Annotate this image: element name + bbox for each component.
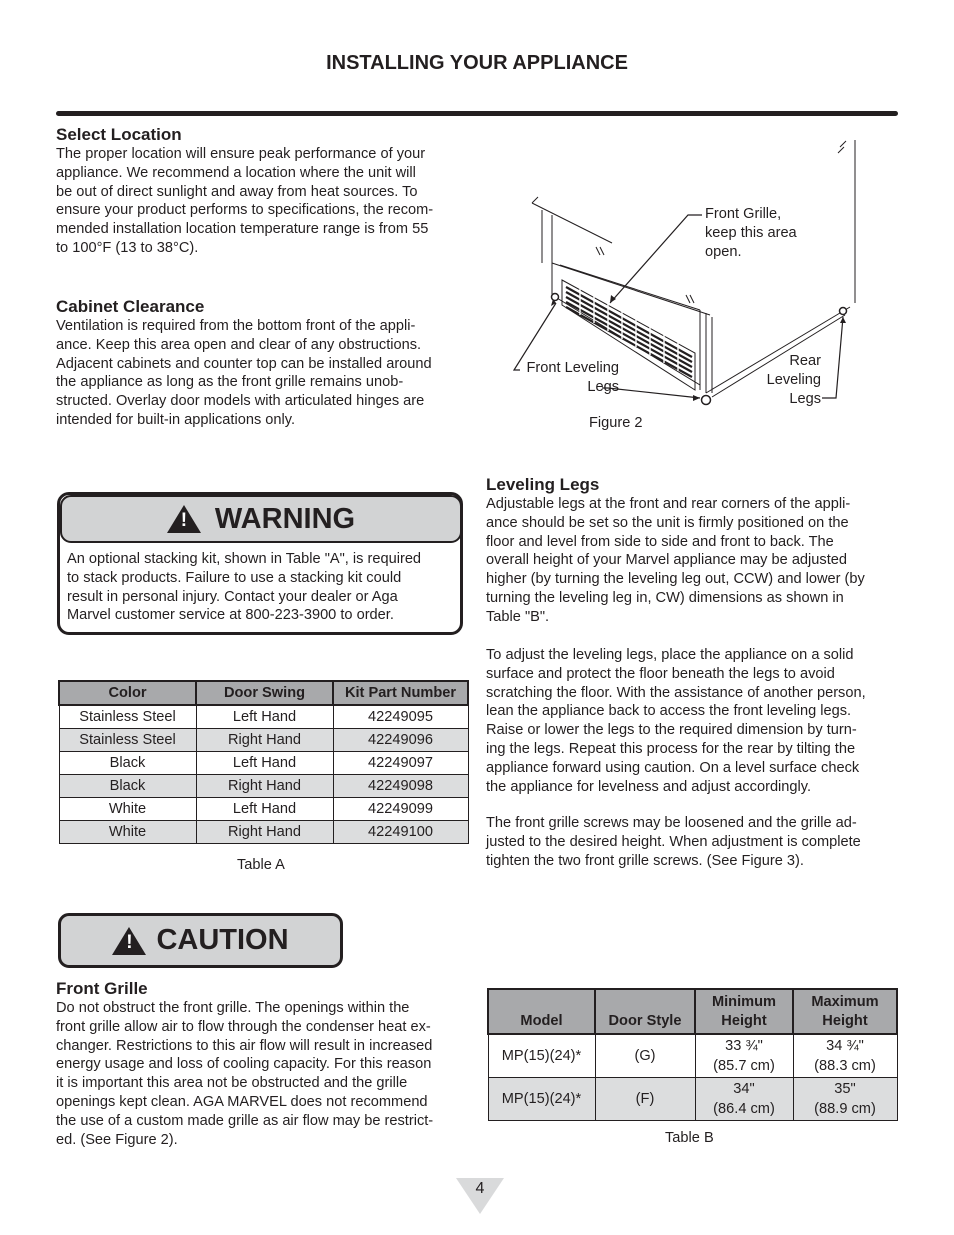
- table-a: [58, 680, 469, 844]
- table-cell: Left Hand: [196, 752, 333, 775]
- leveling-legs-text-3: The front grille screws may be loosened and the grille ad- justed to the desired height. When adjustment is complete tighten the two front grille screws. (See Figure 3).: [486, 815, 861, 869]
- figure-2-caption: Figure 2: [589, 415, 643, 431]
- table-row: [59, 729, 468, 752]
- warning-title: WARNING: [214, 502, 356, 535]
- leveling-legs-text-1: Adjustable legs at the front and rear corners of the appli- ance should be set so the unit is firmly positioned on the floor and level from side to side and front to back. The overall height of your Marvel appliance may be adjusted higher (by turning the leveling leg out, CCW) and lower (by turning the leveling leg in, CW) dimensions as shown in Table "B".: [486, 496, 865, 625]
- table-cell: Right Hand: [196, 821, 333, 844]
- warning-text: An optional stacking kit, shown in Table "A", is required to stack products. Failure to use a stacking kit could result in personal injury. Contact your dealer or Aga Marvel customer service at 800-223-3900 to order.: [67, 551, 422, 624]
- table-cell: (F): [595, 1078, 695, 1121]
- cabinet-clearance-heading: Cabinet Clearance: [56, 297, 205, 316]
- table-cell: Black: [59, 752, 196, 775]
- select-location-heading: Select Location: [56, 125, 182, 144]
- table-cell: 42249100: [333, 821, 468, 844]
- warning-header: [60, 495, 462, 543]
- figure-2-grille-label: Front Grille, keep this area open.: [705, 206, 797, 260]
- table-a-header: Door Swing: [196, 681, 333, 705]
- table-b-header: Minimum Height: [695, 989, 793, 1034]
- table-b: [487, 988, 898, 1121]
- table-cell: 42249095: [333, 705, 468, 729]
- table-cell: Black: [59, 775, 196, 798]
- title-rule: [56, 111, 898, 116]
- caution-title: CAUTION: [156, 924, 289, 956]
- table-row: [59, 798, 468, 821]
- table-row: [59, 775, 468, 798]
- table-cell: 34" (86.4 cm): [695, 1078, 793, 1121]
- caution-icon: !: [112, 927, 146, 955]
- front-grille-heading: Front Grille: [56, 979, 148, 998]
- figure-2-front-legs-label: Front Leveling Legs: [526, 360, 619, 395]
- cabinet-clearance-text: Ventilation is required from the bottom front of the appli- ance. Keep this area open and clear of any obstructions. Adjacent cabinets and counter top can be installed around the appliance as long as the front grille remains unob- structed. Overlay door models with articulated hinges are intended for built-in applications only.: [56, 318, 432, 428]
- table-b-header: Maximum Height: [793, 989, 897, 1034]
- table-b-caption: Table B: [665, 1130, 714, 1146]
- figure-2-rear-legs-label: Rear Leveling Legs: [766, 353, 821, 407]
- table-cell: 34 ¾" (88.3 cm): [793, 1034, 897, 1078]
- page-title: INSTALLING YOUR APPLIANCE: [326, 52, 628, 74]
- table-row: [488, 1078, 897, 1121]
- table-cell: Right Hand: [196, 729, 333, 752]
- warning-icon: !: [167, 505, 201, 533]
- table-cell: 35" (88.9 cm): [793, 1078, 897, 1121]
- table-row: [59, 705, 468, 729]
- table-cell: Left Hand: [196, 705, 333, 729]
- front-grille-text: Do not obstruct the front grille. The openings within the front grille allow air to flow through the condenser heat ex- changer. Restrictions to this air flow will result in increased energy usage and loss of cooling capacity. For this reason it is important this area not be obstructed and the grille openings kept clean. AGA MARVEL does not recommend the use of a custom made grille as air flow may be restrict- ed. (See Figure 2).: [56, 1000, 434, 1148]
- caution-header: [58, 913, 343, 968]
- table-cell: White: [59, 821, 196, 844]
- table-cell: MP(15)(24)*: [488, 1078, 595, 1121]
- table-cell: 42249098: [333, 775, 468, 798]
- table-a-header: Color: [59, 681, 196, 705]
- table-cell: 42249097: [333, 752, 468, 775]
- table-a-caption: Table A: [237, 857, 285, 873]
- table-cell: White: [59, 798, 196, 821]
- table-cell: Stainless Steel: [59, 705, 196, 729]
- leveling-legs-heading: Leveling Legs: [486, 475, 600, 494]
- page-number: 4: [475, 1180, 485, 1197]
- table-cell: (G): [595, 1034, 695, 1078]
- table-row: [488, 1034, 897, 1078]
- table-cell: MP(15)(24)*: [488, 1034, 595, 1078]
- table-cell: 33 ¾" (85.7 cm): [695, 1034, 793, 1078]
- table-cell: Right Hand: [196, 775, 333, 798]
- table-row: [59, 752, 468, 775]
- table-a-header: Kit Part Number: [333, 681, 468, 705]
- table-b-header: Model: [488, 989, 595, 1034]
- table-cell: 42249096: [333, 729, 468, 752]
- table-cell: 42249099: [333, 798, 468, 821]
- table-cell: Left Hand: [196, 798, 333, 821]
- table-cell: Stainless Steel: [59, 729, 196, 752]
- table-b-header: Door Style: [595, 989, 695, 1034]
- leveling-legs-text-2: To adjust the leveling legs, place the appliance on a solid surface and protect the floor beneath the legs to avoid scratching the floor. With the assistance of another person, lean the appliance back to access the front leveling legs. Raise or lower the legs to the required dimension by turn- ing the legs. Repeat this process for the rear by tilting the appliance forward using caution. On a level surface check the appliance for levelness and adjust accordingly.: [486, 647, 866, 795]
- select-location-text: The proper location will ensure peak performance of your appliance. We recommend a location where the unit will be out of direct sunlight and away from heat sources. To ensure your product performs to specifications, the recom- mended installation location temperature range is from 55 to 100°F (13 to 38°C).: [56, 146, 434, 256]
- table-row: [59, 821, 468, 844]
